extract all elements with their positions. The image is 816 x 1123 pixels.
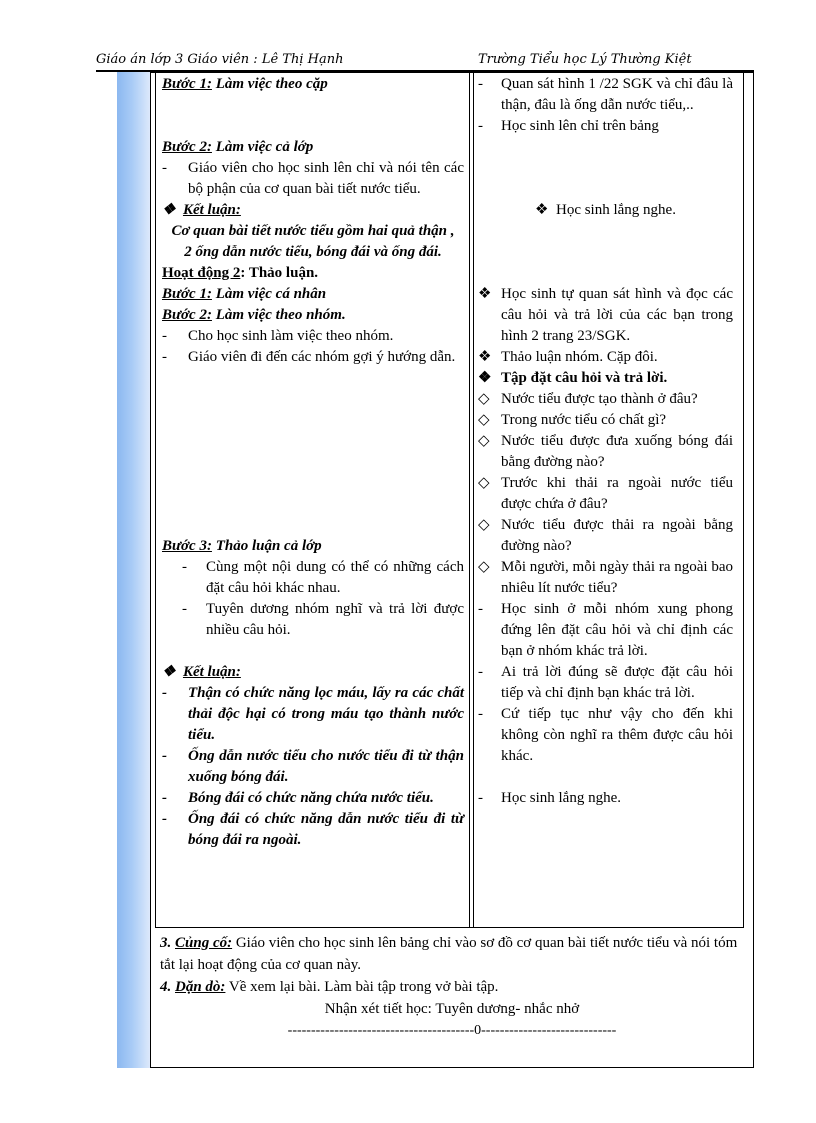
list-item [478, 347, 733, 368]
s3-text: Giáo viên cho học sinh lên bảng chỉ vào sơ đồ cơ quan bài tiết nước tiểu và nói tóm tắt lại hoạt động của cơ quan này. [160, 935, 738, 973]
r-last: Học sinh lắng nghe. [501, 790, 621, 806]
diamond-icon: ❖ [162, 664, 176, 680]
list-item: - Bóng đái có chức năng chứa nước tiểu. [162, 788, 464, 809]
list-item [478, 200, 733, 221]
r1: Quan sát hình 1 /22 SGK và chỉ đâu là thận, đâu là ống dẫn nước tiểu,.. [501, 76, 733, 113]
conclusion2-item: Ống dẫn nước tiểu cho nước tiểu đi từ thận xuống bóng đái. [188, 748, 464, 785]
question: Nước tiểu được thải ra ngoài bằng đường nào? [501, 517, 733, 554]
s4-num: 4. [160, 979, 172, 995]
r4: Học sinh tự quan sát hình và đọc các câu hỏi và trả lời của các bạn trong hình 2 trang 23/SGK. [501, 286, 733, 344]
list-item [478, 389, 733, 410]
s3-label: Củng cố: [175, 935, 233, 951]
conclusion2-item: Ống đái có chức năng dẫn nước tiểu đi từ bóng đái ra ngoài. [188, 811, 464, 848]
hollow-diamond-icon: ◇ [478, 475, 490, 491]
step2-item: Giáo viên cho học sinh lên chỉ và nói tên các bộ phận của cơ quan bài tiết nước tiểu. [188, 160, 464, 197]
a2-step2-label: Bước 2: [162, 307, 212, 323]
list-item: - Học sinh lên chỉ trên bảng [478, 116, 733, 137]
summary-section [160, 932, 744, 1042]
a2-step2-item: Cho học sinh làm việc theo nhóm. [188, 328, 394, 344]
diamond-icon: ❖ [535, 202, 549, 218]
list-item: - Ai trả lời đúng sẽ được đặt câu hỏi tiếp và chỉ định bạn khác trả lời. [478, 662, 733, 704]
list-item: - Học sinh ở mỗi nhóm xung phong đứng lên đặt câu hỏi và chỉ định các bạn ở nhóm khác trả lời. [478, 599, 733, 662]
s3-num: 3. [160, 935, 172, 951]
list-item: - Tuyên dương nhóm nghĩ và trả lời được nhiều câu hỏi. [162, 599, 464, 641]
hollow-diamond-icon: ◇ [478, 517, 490, 533]
header-right: Trường Tiểu học Lý Thường Kiệt [478, 52, 692, 67]
list-item: - Thận có chức năng lọc máu, lấy ra các chất thải độc hại có trong máu tạo thành nước tiểu. [162, 683, 464, 746]
list-item: - Ống dẫn nước tiểu cho nước tiểu đi từ thận xuống bóng đái. [162, 746, 464, 788]
a2-step1-text: Làm việc cá nhân [211, 286, 327, 302]
header-left: Giáo án lớp 3 Giáo viên : Lê Thị Hạnh [96, 52, 344, 67]
list-item [478, 410, 733, 431]
list-item [478, 557, 733, 599]
activity2-text: : Thảo luận. [240, 265, 319, 281]
list-item: - Giáo viên cho học sinh lên chỉ và nói tên các bộ phận của cơ quan bài tiết nước tiểu. [162, 158, 464, 200]
s4-text: Về xem lại bài. Làm bài tập trong vở bài tập. [225, 979, 499, 995]
a2-step1-label: Bước 1: [162, 286, 212, 302]
conclusion2-item: Bóng đái có chức năng chứa nước tiểu. [188, 790, 434, 806]
conclusion2-item: Thận có chức năng lọc máu, lấy ra các chất thải độc hại có trong máu tạo thành nước tiểu. [188, 685, 464, 743]
r2: Học sinh lên chỉ trên bảng [501, 118, 659, 134]
diamond-icon: ❖ [162, 202, 176, 218]
hollow-diamond-icon: ◇ [478, 412, 490, 428]
conclusion1-label: Kết luận: [182, 202, 241, 218]
dash-item: Cứ tiếp tục như vậy cho đến khi không còn nghĩ ra thêm được câu hỏi khác. [501, 706, 733, 764]
teacher-column [162, 74, 464, 851]
dash-item: Học sinh ở mỗi nhóm xung phong đứng lên đặt câu hỏi và chỉ định các bạn ở nhóm khác trả lời. [501, 601, 733, 659]
step1-label: Bước 1: [162, 76, 212, 92]
dash-item: Ai trả lời đúng sẽ được đặt câu hỏi tiếp và chỉ định bạn khác trả lời. [501, 664, 733, 701]
list-item: - Cùng một nội dung có thể có những cách đặt câu hỏi khác nhau. [162, 557, 464, 599]
a2-step2-item: Giáo viên đi đến các nhóm gợi ý hướng dẫn. [188, 349, 456, 365]
student-column [478, 74, 733, 809]
a2-step3-item: Tuyên dương nhóm nghĩ và trả lời được nhiều câu hỏi. [206, 601, 464, 638]
list-item [478, 431, 733, 473]
step1-text: Làm việc theo cặp [211, 76, 328, 92]
question: Nước tiểu được tạo thành ở đâu? [501, 391, 698, 407]
a2-step3-label: Bước 3: [162, 538, 212, 554]
r5: Thảo luận nhóm. Cặp đôi. [501, 349, 658, 365]
diamond-icon: ❖ [478, 349, 492, 365]
r3: Học sinh lắng nghe. [555, 202, 676, 218]
end-line: ----------------------------------------0----------------------------- [287, 1023, 617, 1038]
list-item [478, 368, 733, 389]
list-item: - Học sinh lắng nghe. [478, 788, 733, 809]
hollow-diamond-icon: ◇ [478, 433, 490, 449]
list-item [478, 473, 733, 515]
list-item: - Cho học sinh làm việc theo nhóm. [162, 326, 464, 347]
r6: Tập đặt câu hỏi và trả lời. [501, 370, 668, 386]
a2-step2-text: Làm việc theo nhóm. [211, 307, 346, 323]
question: Nước tiểu được đưa xuống bóng đái bằng đường nào? [501, 433, 733, 470]
question: Mỗi người, mỗi ngày thải ra ngoài bao nhiêu lít nước tiểu? [501, 559, 733, 596]
list-item: - Quan sát hình 1 /22 SGK và chỉ đâu là thận, đâu là ống dẫn nước tiểu,.. [478, 74, 733, 116]
activity2-label: Hoạt động 2 [162, 265, 241, 281]
list-item: - Giáo viên đi đến các nhóm gợi ý hướng dẫn. [162, 347, 464, 368]
list-item: - Ống đái có chức năng dẫn nước tiểu đi từ bóng đái ra ngoài. [162, 809, 464, 851]
review-line: Nhận xét tiết học: Tuyên dương- nhắc nhở [324, 1001, 580, 1017]
column-divider [469, 72, 470, 928]
a2-step3-item: Cùng một nội dung có thể có những cách đặt câu hỏi khác nhau. [206, 559, 464, 596]
s4-label: Dặn dò: [175, 979, 226, 995]
question: Trong nước tiểu có chất gì? [501, 412, 667, 428]
conclusion2-label: Kết luận: [182, 664, 241, 680]
column-divider-inner [473, 72, 474, 928]
diamond-icon: ❖ [478, 370, 492, 386]
question: Trước khi thải ra ngoài nước tiểu được chứa ở đâu? [501, 475, 733, 512]
blue-sidebar [117, 72, 151, 1068]
step2-text: Làm việc cả lớp [211, 139, 314, 155]
conclusion1-text: Cơ quan bài tiết nước tiểu gồm hai quả thận , 2 ống dẫn nước tiểu, bóng đái và ống đái. [171, 223, 455, 260]
list-item [478, 284, 733, 347]
list-item: - Cứ tiếp tục như vậy cho đến khi không còn nghĩ ra thêm được câu hỏi khác. [478, 704, 733, 767]
list-item [478, 515, 733, 557]
diamond-icon: ❖ [478, 286, 492, 302]
step2-label: Bước 2: [162, 139, 212, 155]
hollow-diamond-icon: ◇ [478, 391, 490, 407]
a2-step3-text: Thảo luận cả lớp [211, 538, 322, 554]
hollow-diamond-icon: ◇ [478, 559, 490, 575]
